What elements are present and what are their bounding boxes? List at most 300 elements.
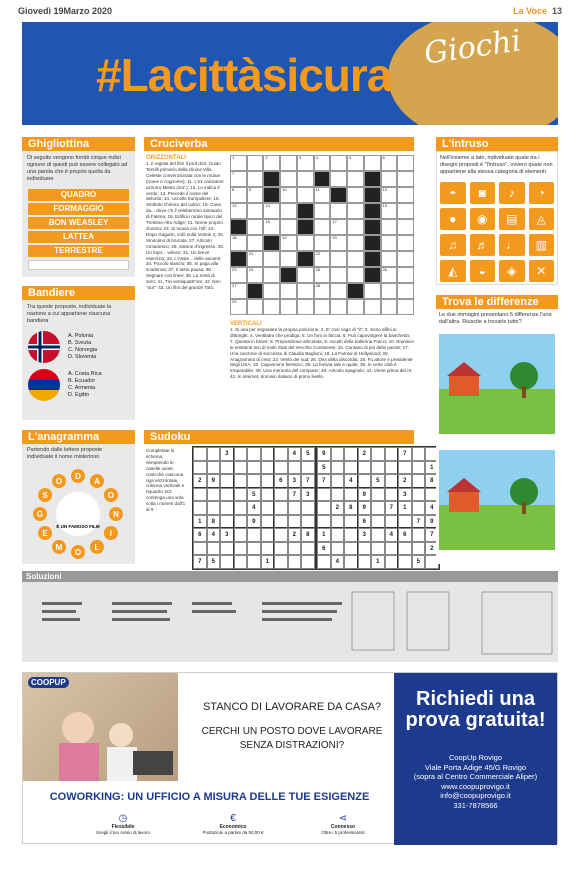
sudoku-cell[interactable] [385, 488, 399, 502]
crossword-cell[interactable] [247, 203, 264, 219]
crossword-cell[interactable] [314, 219, 331, 235]
ad-website-link[interactable]: www.coopuprovigo.it [441, 781, 510, 791]
sudoku-cell: 9 [358, 488, 372, 502]
crossword-cell[interactable] [297, 283, 314, 299]
sudoku-cell[interactable] [344, 488, 358, 502]
bandiere-intro: Tra queste proposte, individuate la nazione a cui appartiene ciascuna bandiera [27, 304, 112, 324]
ad-contact-panel[interactable] [394, 673, 557, 845]
crossword-cell[interactable] [280, 299, 297, 315]
shower-icon[interactable]: ◓ [440, 182, 466, 204]
clue-word: LATTEA [28, 231, 129, 243]
sudoku-cell[interactable] [288, 542, 302, 556]
sudoku-cell[interactable] [234, 474, 248, 488]
crossword-cell[interactable]: 7 [230, 171, 247, 187]
sudoku-cell[interactable] [412, 447, 426, 461]
flag-option: D. Slovenia [68, 354, 97, 360]
sudoku-cell[interactable] [207, 488, 221, 502]
crossword-cell[interactable] [397, 203, 414, 219]
sudoku-cell[interactable] [385, 474, 399, 488]
crossword-cell[interactable] [397, 251, 414, 267]
sudoku-cell[interactable] [247, 474, 261, 488]
sudoku-cell: 7 [412, 515, 426, 529]
soluzioni-title: Soluzioni [22, 571, 558, 582]
sudoku-cell: 7 [193, 555, 207, 569]
sudoku-cell[interactable] [193, 501, 207, 515]
sudoku-cell[interactable] [207, 542, 221, 556]
crossword-cell[interactable] [330, 251, 347, 267]
crossword-cell[interactable]: 5 [347, 155, 364, 171]
euro-icon: € [230, 813, 236, 824]
crossword-cell[interactable] [297, 187, 314, 203]
crossword-cell[interactable] [364, 283, 381, 299]
crossword-cell[interactable] [347, 235, 364, 251]
sudoku-cell[interactable] [261, 461, 275, 475]
crossword-cell[interactable] [397, 299, 414, 315]
sudoku-cell[interactable] [207, 501, 221, 515]
sudoku-cell[interactable] [274, 555, 288, 569]
sudoku-cell[interactable] [317, 488, 331, 502]
sudoku-cell[interactable] [412, 501, 426, 515]
sudoku-cell[interactable] [371, 501, 385, 515]
crossword-cell[interactable] [314, 299, 331, 315]
crossword-cell[interactable] [263, 299, 280, 315]
sudoku-grid-2[interactable] [316, 446, 440, 570]
sudoku-cell[interactable] [288, 515, 302, 529]
crossword-cell[interactable] [247, 235, 264, 251]
crossword-cell[interactable] [347, 203, 364, 219]
guitar-icon[interactable]: ♫ [440, 234, 466, 256]
sudoku-cell[interactable] [412, 488, 426, 502]
sudoku-cell: 2 [398, 474, 412, 488]
sudoku-cell[interactable] [344, 542, 358, 556]
sudoku-cell: 6 [317, 542, 331, 556]
crossword-cell[interactable] [397, 235, 414, 251]
microphone-icon[interactable]: ● [440, 208, 466, 230]
crossword-cell[interactable] [381, 171, 398, 187]
sudoku-cell[interactable] [358, 461, 372, 475]
sudoku-cell: 2 [358, 447, 372, 461]
sudoku-cell[interactable] [207, 447, 221, 461]
crossword-cell[interactable] [247, 155, 264, 171]
sudoku-cell[interactable] [301, 555, 315, 569]
coworking-advertisement[interactable] [22, 672, 558, 844]
sudoku-cell: 4 [207, 528, 221, 542]
ad-address-street: Viale Porta Adige 45/G Rovigo [424, 762, 527, 772]
crossword-cell[interactable]: 9 [247, 187, 264, 203]
crossword-cell[interactable] [397, 267, 414, 283]
sudoku-cell[interactable] [220, 501, 234, 515]
crossword-cell[interactable] [330, 155, 347, 171]
sudoku-cell[interactable] [344, 528, 358, 542]
crossword-cell[interactable]: 13 [230, 203, 247, 219]
sudoku-cell[interactable] [193, 447, 207, 461]
crossword-cell[interactable] [347, 299, 364, 315]
sudoku-cell[interactable] [274, 447, 288, 461]
ad-phone: 331-7878566 [453, 800, 498, 810]
sudoku-cell[interactable] [412, 528, 426, 542]
sudoku-cell[interactable] [234, 461, 248, 475]
sudoku-cell: 4 [385, 528, 399, 542]
sudoku-cell: 1 [425, 461, 439, 475]
crossword-cell [297, 219, 314, 235]
sudoku-cell[interactable] [274, 461, 288, 475]
sudoku-cell: 3 [301, 488, 315, 502]
sudoku-cell[interactable] [385, 447, 399, 461]
sudoku-cell[interactable] [385, 461, 399, 475]
sudoku-cell[interactable] [301, 501, 315, 515]
sudoku-cell[interactable] [288, 501, 302, 515]
crossword-cell[interactable] [397, 171, 414, 187]
crossword-cell[interactable]: 25 [314, 267, 331, 283]
sudoku-cell[interactable] [385, 542, 399, 556]
crossword-cell[interactable] [347, 267, 364, 283]
crossword-cell[interactable] [397, 283, 414, 299]
crossword-cell[interactable] [280, 219, 297, 235]
sudoku-cell[interactable] [274, 501, 288, 515]
sudoku-cell[interactable] [371, 461, 385, 475]
crossword-cell[interactable] [397, 219, 414, 235]
crossword-cell[interactable] [397, 155, 414, 171]
sudoku-cell[interactable] [274, 528, 288, 542]
sudoku-cell[interactable] [220, 474, 234, 488]
crossword-cell[interactable]: 3 [297, 155, 314, 171]
feature-connected: ⋖ Connesso Oltre i 5 professionisti [303, 813, 383, 835]
sudoku-cell[interactable] [358, 542, 372, 556]
sudoku-cell[interactable] [398, 555, 412, 569]
sudoku-cell[interactable] [344, 515, 358, 529]
sudoku-cell[interactable] [358, 555, 372, 569]
letter-text: D [75, 472, 81, 481]
crossword-cell [330, 187, 347, 203]
crossword-cell[interactable] [347, 219, 364, 235]
title-banner [22, 22, 558, 125]
sudoku-cell[interactable] [301, 515, 315, 529]
stopwatch-icon[interactable]: ◔ [529, 182, 555, 204]
sudoku-cell[interactable] [261, 528, 275, 542]
flag-option: B. Svezia [68, 340, 92, 346]
crossword-cell[interactable] [381, 235, 398, 251]
sudoku-cell[interactable] [234, 515, 248, 529]
crossword-cell[interactable]: 15 [381, 203, 398, 219]
headphones-icon[interactable]: ◒ [470, 260, 496, 282]
sudoku-cell[interactable] [234, 542, 248, 556]
sudoku-cell[interactable] [344, 447, 358, 461]
clock-icon: ◷ [118, 813, 128, 824]
crossword-cell[interactable] [297, 299, 314, 315]
sudoku-title: Sudoku [144, 430, 414, 444]
mute-icon[interactable]: ✕ [529, 260, 555, 282]
sudoku-cell[interactable] [358, 474, 372, 488]
crossword-cell [314, 171, 331, 187]
sudoku-cell[interactable] [385, 555, 399, 569]
crossword-cell[interactable]: 18 [230, 235, 247, 251]
sudoku-cell[interactable] [301, 542, 315, 556]
crossword-cell[interactable]: 21 [247, 251, 264, 267]
crossword-cell[interactable]: 1 [230, 155, 247, 171]
letter-text: A [94, 477, 100, 487]
crossword-cell [230, 251, 247, 267]
bell-icon[interactable]: ◬ [529, 208, 555, 230]
solutions-strip [22, 582, 558, 662]
sudoku-cell: 5 [317, 461, 331, 475]
crossword-cell[interactable]: 19 [280, 235, 297, 251]
crossword-cell[interactable] [381, 299, 398, 315]
sudoku-cell[interactable] [412, 461, 426, 475]
sudoku-cell[interactable] [317, 515, 331, 529]
sudoku-cell[interactable] [398, 515, 412, 529]
harp-icon[interactable]: ♬ [470, 234, 496, 256]
anagram-hint: È UN FAMOSO FILM [56, 524, 100, 529]
crossword-cell[interactable] [364, 299, 381, 315]
crossword-cell[interactable]: 23 [230, 267, 247, 283]
sudoku-cell[interactable] [234, 488, 248, 502]
pipe-icon[interactable]: ◈ [499, 260, 525, 282]
sudoku-cell[interactable] [331, 542, 345, 556]
sudoku-cell[interactable] [412, 542, 426, 556]
sudoku-cell[interactable] [261, 501, 275, 515]
flag-option: A. Polonia [68, 333, 94, 339]
clue-word: TERRESTRE [28, 245, 129, 257]
flag-option: A. Costa Rica [68, 371, 102, 377]
crossword-cell[interactable]: 11 [314, 187, 331, 203]
sudoku-cell: 4 [331, 555, 345, 569]
crossword-cell[interactable]: 10 [280, 187, 297, 203]
flag-options-2 [68, 371, 102, 399]
crossword-cell[interactable]: 16 [263, 219, 280, 235]
sudoku-cell[interactable] [331, 488, 345, 502]
sudoku-cell[interactable] [301, 461, 315, 475]
sudoku-cell[interactable] [193, 488, 207, 502]
norway-flag-icon [28, 331, 60, 363]
sudoku-cell[interactable] [371, 515, 385, 529]
sudoku-cell[interactable] [261, 474, 275, 488]
clue-word: BON WEASLEY [28, 217, 129, 229]
sudoku-cell[interactable] [412, 474, 426, 488]
flag-option: C. Armenia [68, 385, 96, 391]
sudoku-cell: 3 [358, 528, 372, 542]
crossword-cell[interactable] [381, 283, 398, 299]
sudoku-cell[interactable] [220, 542, 234, 556]
crossword-cell[interactable] [330, 299, 347, 315]
crossword-cell[interactable]: 29 [230, 299, 247, 315]
sudoku-cell[interactable] [274, 488, 288, 502]
sudoku-cell[interactable] [220, 515, 234, 529]
crossword-cell [263, 171, 280, 187]
crossword-cell[interactable]: 4 [314, 155, 331, 171]
ad-headline-2: CERCHI UN POSTO DOVE LAVORARE SENZA DISTRAZIONI? [201, 726, 383, 751]
sudoku-cell[interactable] [193, 542, 207, 556]
crossword-cell[interactable]: 24 [247, 267, 264, 283]
sudoku-cell[interactable] [371, 447, 385, 461]
sudoku-cell[interactable] [398, 461, 412, 475]
crossword-cell[interactable]: 28 [314, 283, 331, 299]
sudoku-cell[interactable] [398, 542, 412, 556]
crossword-cell[interactable] [280, 251, 297, 267]
sudoku-cell[interactable] [371, 488, 385, 502]
sudoku-grid-1[interactable] [192, 446, 316, 570]
crossword-cell[interactable] [347, 187, 364, 203]
crossword-cell[interactable] [381, 219, 398, 235]
sudoku-cell[interactable] [385, 515, 399, 529]
sudoku-cell[interactable] [234, 555, 248, 569]
sudoku-cell: 5 [207, 555, 221, 569]
sudoku-cell[interactable] [288, 461, 302, 475]
letter-text: O [55, 477, 63, 487]
crossword-cell[interactable] [314, 203, 331, 219]
differenze-title: Trova le differenze [436, 295, 558, 309]
sudoku-cell[interactable] [247, 542, 261, 556]
crossword-cell[interactable] [297, 171, 314, 187]
letter-text: S [42, 491, 48, 500]
crossword-cell[interactable] [330, 203, 347, 219]
sudoku-cell: 9 [207, 474, 221, 488]
crossword-grid[interactable] [230, 155, 414, 315]
speaker-icon[interactable]: ◙ [470, 182, 496, 204]
feature-economic: € Economico Postazioni a partire da 50,00 € [193, 813, 273, 835]
drum-icon[interactable]: ◉ [470, 208, 496, 230]
crossword-cell [280, 267, 297, 283]
sudoku-cell[interactable] [247, 528, 261, 542]
horn-icon[interactable]: ◭ [440, 260, 466, 282]
equalizer-icon[interactable]: ▥ [529, 234, 555, 256]
sudoku-cell[interactable] [247, 555, 261, 569]
crossword-cell[interactable] [247, 171, 264, 187]
sudoku-cell[interactable] [261, 542, 275, 556]
cruciverba-section [144, 137, 414, 420]
sudoku-cell[interactable] [331, 461, 345, 475]
crossword-cell [263, 235, 280, 251]
crossword-cell[interactable] [397, 187, 414, 203]
sudoku-cell[interactable] [220, 461, 234, 475]
sudoku-cell[interactable] [193, 461, 207, 475]
sudoku-cell[interactable] [371, 542, 385, 556]
crossword-cell[interactable] [247, 299, 264, 315]
crossword-cell[interactable] [280, 203, 297, 219]
clue-word: FORMAGGIO [28, 203, 129, 215]
crossword-cell [364, 171, 381, 187]
crossword-cell[interactable] [280, 155, 297, 171]
crossword-cell[interactable]: 6 [381, 155, 398, 171]
crossword-cell[interactable] [330, 283, 347, 299]
crossword-cell[interactable]: 17 [330, 219, 347, 235]
letter-text: O [74, 548, 82, 557]
sudoku-cell[interactable] [234, 528, 248, 542]
sudoku-cell[interactable] [247, 447, 261, 461]
sudoku-cell[interactable] [234, 501, 248, 515]
sudoku-cell[interactable] [261, 515, 275, 529]
sudoku-cell[interactable] [344, 555, 358, 569]
sudoku-cell[interactable] [207, 461, 221, 475]
letter-text: E [42, 529, 48, 538]
letter-text: G [36, 510, 44, 519]
sudoku-cell[interactable] [274, 515, 288, 529]
sudoku-cell: 3 [220, 528, 234, 542]
crossword-cell [247, 283, 264, 299]
crossword-cell[interactable] [330, 267, 347, 283]
ghigliottina-intro: Di seguito vengono forniti cinque indizi ognuno di questi può essere collegato ad una parola che è proprio quella da individuare [27, 155, 128, 182]
ad-photo [23, 673, 178, 781]
letter-text: L [94, 542, 100, 552]
sudoku-cell[interactable] [234, 447, 248, 461]
crossword-cell[interactable]: 14 [263, 203, 280, 219]
film-reel-icon [56, 492, 100, 536]
sudoku-cell[interactable] [331, 474, 345, 488]
crossword-cell [230, 219, 247, 235]
crossword-cell[interactable] [330, 171, 347, 187]
crossword-cell[interactable] [381, 251, 398, 267]
sudoku-cell[interactable] [331, 515, 345, 529]
sudoku-cell[interactable] [247, 461, 261, 475]
crossword-cell[interactable]: 26 [381, 267, 398, 283]
brand-name: La Voce [513, 6, 547, 16]
sudoku-cell[interactable] [317, 501, 331, 515]
sudoku-cell[interactable] [261, 447, 275, 461]
clue-word: QUADRO [28, 189, 129, 201]
landscape-image-1 [439, 334, 555, 434]
sudoku-cell: 1 [261, 555, 275, 569]
intruso-section [436, 137, 558, 285]
sudoku-cell[interactable] [261, 488, 275, 502]
sudoku-cell[interactable] [317, 555, 331, 569]
ad-logo: COOPUP [28, 677, 69, 688]
sudoku-cell[interactable] [220, 555, 234, 569]
crossword-cell[interactable] [347, 251, 364, 267]
crossword-cell[interactable] [263, 283, 280, 299]
sudoku-cell: 3 [288, 474, 302, 488]
crossword-cell[interactable] [263, 251, 280, 267]
crossword-cell[interactable]: 20 [330, 235, 347, 251]
crossword-cell[interactable] [280, 171, 297, 187]
sudoku-cell: 9 [425, 515, 439, 529]
crossword-cell[interactable] [297, 235, 314, 251]
page-number: 13 [551, 6, 562, 16]
sudoku-cell: 4 [247, 501, 261, 515]
sudoku-cell[interactable] [274, 542, 288, 556]
sudoku-cell[interactable] [331, 447, 345, 461]
crossword-cell[interactable] [297, 267, 314, 283]
crossword-cell [347, 283, 364, 299]
sudoku-cell[interactable] [220, 488, 234, 502]
sudoku-cell[interactable] [288, 555, 302, 569]
sudoku-cell: 9 [317, 447, 331, 461]
crossword-cell[interactable] [314, 235, 331, 251]
differenze-section [436, 295, 558, 564]
crossword-cell[interactable] [280, 283, 297, 299]
banner-tag: Giochi [422, 23, 524, 72]
issue-date: Giovedì 19Marzo 2020 [18, 6, 113, 16]
crossword-cell[interactable] [263, 267, 280, 283]
crossword-cell[interactable] [247, 219, 264, 235]
trumpet-icon[interactable]: ♪ [499, 182, 525, 204]
sudoku-cell[interactable] [331, 528, 345, 542]
radio-icon[interactable]: ▤ [499, 208, 525, 230]
sudoku-cell: 5 [412, 555, 426, 569]
crossword-cell[interactable]: 8 [230, 187, 247, 203]
crossword-cell[interactable] [364, 155, 381, 171]
sudoku-cell: 8 [207, 515, 221, 529]
sudoku-cell[interactable] [371, 528, 385, 542]
sudoku-cell: 2 [425, 542, 439, 556]
crossword-cell[interactable]: 22 [314, 251, 331, 267]
ad-email-link[interactable]: info@coopuprovigo.it [440, 791, 511, 800]
crossword-cell[interactable] [347, 171, 364, 187]
crossword-cell[interactable]: 12 [381, 187, 398, 203]
crossword-cell[interactable]: 27 [230, 283, 247, 299]
crossword-cell[interactable]: 2 [263, 155, 280, 171]
sudoku-cell[interactable] [344, 461, 358, 475]
violin-icon[interactable]: ♩ [499, 234, 525, 256]
answer-box [28, 260, 129, 270]
